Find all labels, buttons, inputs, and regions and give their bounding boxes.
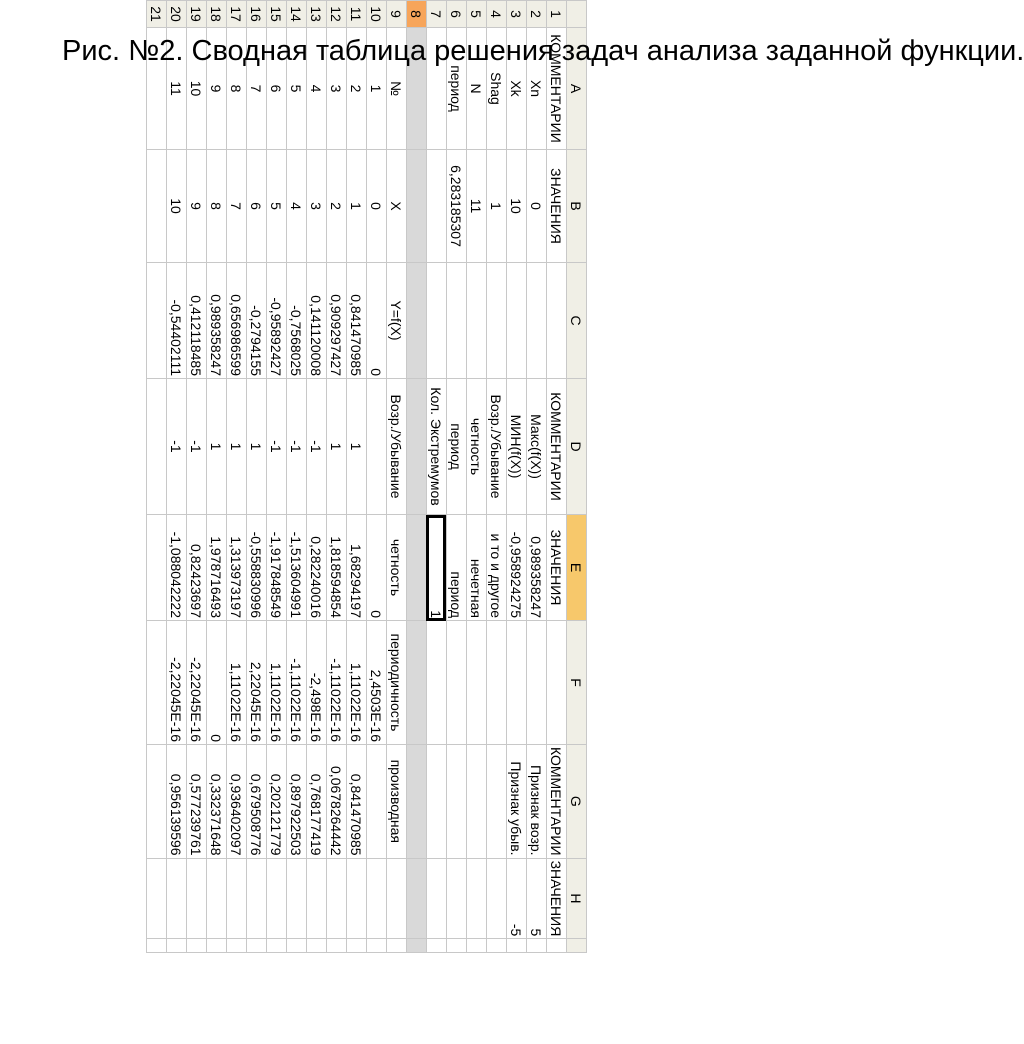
row-header-11[interactable]: 11 xyxy=(347,1,367,28)
cell-blank[interactable] xyxy=(507,939,527,953)
cell-g20[interactable]: 0,956139596 xyxy=(167,745,187,859)
cell-f4[interactable] xyxy=(487,621,507,745)
row-header-20[interactable]: 20 xyxy=(167,1,187,28)
cell-c18[interactable]: 0,989358247 xyxy=(207,263,227,379)
cell-blank[interactable] xyxy=(227,939,247,953)
row-header-6[interactable]: 6 xyxy=(447,1,467,28)
column-header-b[interactable]: B xyxy=(567,150,587,263)
row-header-2[interactable]: 2 xyxy=(527,1,547,28)
cell-b6[interactable]: 6,283185307 xyxy=(447,150,467,263)
cell-g19[interactable]: 0,577239761 xyxy=(187,745,207,859)
cell-f18[interactable]: 0 xyxy=(207,621,227,745)
cell-a1[interactable]: КОММЕНТАРИИ xyxy=(547,28,567,150)
cell-d2[interactable]: Макс(f(X)) xyxy=(527,379,547,515)
cell-h1[interactable]: ЗНАЧЕНИЯ xyxy=(547,858,567,939)
cell-e15[interactable]: -1,917848549 xyxy=(267,515,287,621)
cell-f17[interactable]: 1,11022E-16 xyxy=(227,621,247,745)
cell-e19[interactable]: 0,82423697 xyxy=(187,515,207,621)
cell-c11[interactable]: 0,841470985 xyxy=(347,263,367,379)
cell-b5[interactable]: 11 xyxy=(467,150,487,263)
cell-e3[interactable]: -0,958924275 xyxy=(507,515,527,621)
cell-d19[interactable]: -1 xyxy=(187,379,207,515)
cell-d7[interactable]: Кол. Экстремумов xyxy=(427,379,447,515)
cell-d9[interactable]: Возр./Убывание xyxy=(387,379,407,515)
cell-c21[interactable] xyxy=(147,263,167,379)
figure-caption: Рис. №2. Сводная таблица решения задач анализа заданной функции. xyxy=(62,35,1024,67)
cell-h7[interactable] xyxy=(427,858,447,939)
row-header-9[interactable]: 9 xyxy=(387,1,407,28)
cell-h16[interactable] xyxy=(247,858,267,939)
cell-b15[interactable]: 5 xyxy=(267,150,287,263)
table-row xyxy=(547,1,567,953)
row-header-16[interactable]: 16 xyxy=(247,1,267,28)
cell-blank[interactable] xyxy=(487,939,507,953)
cell-d12[interactable]: 1 xyxy=(327,379,347,515)
cell-b18[interactable]: 8 xyxy=(207,150,227,263)
cell-d11[interactable]: 1 xyxy=(347,379,367,515)
cell-a16[interactable]: 7 xyxy=(247,28,267,150)
cell-c6[interactable] xyxy=(447,263,467,379)
cell-f10[interactable]: 2,4503E-16 xyxy=(367,621,387,745)
cell-g7[interactable] xyxy=(427,745,447,859)
cell-b11[interactable]: 1 xyxy=(347,150,367,263)
cell-c9[interactable]: Y=f(X) xyxy=(387,263,407,379)
cell-f19[interactable]: -2,22045E-16 xyxy=(187,621,207,745)
row-header-19[interactable]: 19 xyxy=(187,1,207,28)
cell-e13[interactable]: 0,282240016 xyxy=(307,515,327,621)
cell-a9[interactable]: № xyxy=(387,28,407,150)
cell-e8[interactable] xyxy=(407,515,427,621)
cell-g4[interactable] xyxy=(487,745,507,859)
cell-f6[interactable] xyxy=(447,621,467,745)
table-row xyxy=(387,1,407,953)
cell-g3[interactable]: Признак убыв. xyxy=(507,745,527,859)
cell-b2[interactable]: 0 xyxy=(527,150,547,263)
cell-c2[interactable] xyxy=(527,263,547,379)
table-row xyxy=(247,1,267,953)
cell-d3[interactable]: МИН(f(X)) xyxy=(507,379,527,515)
column-header-d[interactable]: D xyxy=(567,379,587,515)
cell-h12[interactable] xyxy=(327,858,347,939)
cell-a11[interactable]: 2 xyxy=(347,28,367,150)
cell-g17[interactable]: 0,936402097 xyxy=(227,745,247,859)
cell-d15[interactable]: -1 xyxy=(267,379,287,515)
cell-g13[interactable]: 0,768177419 xyxy=(307,745,327,859)
cell-e7[interactable]: 1 xyxy=(427,515,447,621)
cell-c16[interactable]: -0,2794155 xyxy=(247,263,267,379)
cell-c8[interactable] xyxy=(407,263,427,379)
table-row xyxy=(527,1,547,953)
cell-f21[interactable] xyxy=(147,621,167,745)
cell-a19[interactable]: 10 xyxy=(187,28,207,150)
cell-e18[interactable]: 1,978716493 xyxy=(207,515,227,621)
cell-b20[interactable]: 10 xyxy=(167,150,187,263)
cell-f2[interactable] xyxy=(527,621,547,745)
cell-d14[interactable]: -1 xyxy=(287,379,307,515)
cell-blank[interactable] xyxy=(287,939,307,953)
cell-g2[interactable]: Признак возр. xyxy=(527,745,547,859)
cell-c7[interactable] xyxy=(427,263,447,379)
cell-d18[interactable]: 1 xyxy=(207,379,227,515)
cell-a2[interactable]: Xn xyxy=(527,28,547,150)
cell-b1[interactable]: ЗНАЧЕНИЯ xyxy=(547,150,567,263)
cell-e6[interactable]: период xyxy=(447,515,467,621)
table-row xyxy=(487,1,507,953)
cell-g10[interactable] xyxy=(367,745,387,859)
cell-c13[interactable]: 0,141120008 xyxy=(307,263,327,379)
cell-blank[interactable] xyxy=(447,939,467,953)
cell-blank[interactable] xyxy=(327,939,347,953)
cell-b3[interactable]: 10 xyxy=(507,150,527,263)
row-header-7[interactable]: 7 xyxy=(427,1,447,28)
cell-blank[interactable] xyxy=(387,939,407,953)
table-row xyxy=(507,1,527,953)
cell-blank[interactable] xyxy=(267,939,287,953)
cell-f11[interactable]: 1,11022E-16 xyxy=(347,621,367,745)
cell-d8[interactable] xyxy=(407,379,427,515)
row-header-13[interactable]: 13 xyxy=(307,1,327,28)
cell-a12[interactable]: 3 xyxy=(327,28,347,150)
column-header-h[interactable]: H xyxy=(567,858,587,939)
cell-g11[interactable]: 0,841470985 xyxy=(347,745,367,859)
cell-b7[interactable] xyxy=(427,150,447,263)
cell-e4[interactable]: и то и другое xyxy=(487,515,507,621)
cell-blank[interactable] xyxy=(407,939,427,953)
table-row xyxy=(167,1,187,953)
select-all-corner[interactable] xyxy=(567,1,587,28)
row-header-12[interactable]: 12 xyxy=(327,1,347,28)
row-header-5[interactable]: 5 xyxy=(467,1,487,28)
cell-e11[interactable]: 1,68294197 xyxy=(347,515,367,621)
column-header-blank[interactable] xyxy=(567,939,587,953)
column-header-a[interactable]: A xyxy=(567,28,587,150)
cell-f8[interactable] xyxy=(407,621,427,745)
cell-d20[interactable]: -1 xyxy=(167,379,187,515)
cell-h5[interactable] xyxy=(467,858,487,939)
column-header-g[interactable]: G xyxy=(567,745,587,859)
cell-blank[interactable] xyxy=(547,939,567,953)
cell-f9[interactable]: периодичность xyxy=(387,621,407,745)
cell-d21[interactable] xyxy=(147,379,167,515)
cell-f5[interactable] xyxy=(467,621,487,745)
spreadsheet-grid xyxy=(146,0,587,953)
cell-blank[interactable] xyxy=(187,939,207,953)
cell-e21[interactable] xyxy=(147,515,167,621)
cell-a6[interactable]: период xyxy=(447,28,467,150)
cell-e9[interactable]: четность xyxy=(387,515,407,621)
cell-f12[interactable]: -1,11022E-16 xyxy=(327,621,347,745)
row-header-4[interactable]: 4 xyxy=(487,1,507,28)
cell-d16[interactable]: 1 xyxy=(247,379,267,515)
cell-f15[interactable]: 1,11022E-16 xyxy=(267,621,287,745)
cell-blank[interactable] xyxy=(347,939,367,953)
row-header-21[interactable]: 21 xyxy=(147,1,167,28)
table-row xyxy=(227,1,247,953)
cell-blank[interactable] xyxy=(367,939,387,953)
cell-f3[interactable] xyxy=(507,621,527,745)
cell-h17[interactable] xyxy=(227,858,247,939)
table-row xyxy=(187,1,207,953)
cell-g12[interactable]: 0,0678264442 xyxy=(327,745,347,859)
cell-blank[interactable] xyxy=(247,939,267,953)
cell-g18[interactable]: 0,332371648 xyxy=(207,745,227,859)
cell-g16[interactable]: 0,679508776 xyxy=(247,745,267,859)
cell-d10[interactable] xyxy=(367,379,387,515)
cell-blank[interactable] xyxy=(307,939,327,953)
cell-a20[interactable]: 11 xyxy=(167,28,187,150)
table-row xyxy=(267,1,287,953)
cell-a15[interactable]: 6 xyxy=(267,28,287,150)
cell-blank[interactable] xyxy=(207,939,227,953)
cell-a14[interactable]: 5 xyxy=(287,28,307,150)
table-row xyxy=(327,1,347,953)
cell-d6[interactable]: период xyxy=(447,379,467,515)
cell-h10[interactable] xyxy=(367,858,387,939)
table-row xyxy=(427,1,447,953)
cell-b17[interactable]: 7 xyxy=(227,150,247,263)
cell-f14[interactable]: -1,11022E-16 xyxy=(287,621,307,745)
table-row xyxy=(147,1,167,953)
cell-h21[interactable] xyxy=(147,858,167,939)
cell-e16[interactable]: -0,558830996 xyxy=(247,515,267,621)
cell-c12[interactable]: 0,909297427 xyxy=(327,263,347,379)
cell-e12[interactable]: 1,818594854 xyxy=(327,515,347,621)
cell-d4[interactable]: Возр./Убывание xyxy=(487,379,507,515)
cell-g21[interactable] xyxy=(147,745,167,859)
table-row xyxy=(407,1,427,953)
cell-g9[interactable]: производная xyxy=(387,745,407,859)
column-header-e[interactable]: E xyxy=(567,515,587,621)
cell-b14[interactable]: 4 xyxy=(287,150,307,263)
table-row xyxy=(467,1,487,953)
cell-c10[interactable]: 0 xyxy=(367,263,387,379)
row-header-14[interactable]: 14 xyxy=(287,1,307,28)
row-header-17[interactable]: 17 xyxy=(227,1,247,28)
cell-b10[interactable]: 0 xyxy=(367,150,387,263)
cell-f13[interactable]: -2,498E-16 xyxy=(307,621,327,745)
row-header-15[interactable]: 15 xyxy=(267,1,287,28)
cell-h9[interactable] xyxy=(387,858,407,939)
cell-h6[interactable] xyxy=(447,858,467,939)
cell-e2[interactable]: 0,989358247 xyxy=(527,515,547,621)
cell-blank[interactable] xyxy=(527,939,547,953)
cell-a18[interactable]: 9 xyxy=(207,28,227,150)
cell-blank[interactable] xyxy=(467,939,487,953)
cell-g5[interactable] xyxy=(467,745,487,859)
cell-e20[interactable]: -1,088042222 xyxy=(167,515,187,621)
cell-e17[interactable]: 1,313973197 xyxy=(227,515,247,621)
cell-b4[interactable]: 1 xyxy=(487,150,507,263)
cell-g6[interactable] xyxy=(447,745,467,859)
cell-a4[interactable]: Shag xyxy=(487,28,507,150)
cell-d13[interactable]: -1 xyxy=(307,379,327,515)
cell-g1[interactable]: КОММЕНТАРИИ xyxy=(547,745,567,859)
cell-h20[interactable] xyxy=(167,858,187,939)
cell-c4[interactable] xyxy=(487,263,507,379)
row-header-18[interactable]: 18 xyxy=(207,1,227,28)
cell-b9[interactable]: X xyxy=(387,150,407,263)
row-header-8[interactable]: 8 xyxy=(407,1,427,28)
cell-blank[interactable] xyxy=(147,939,167,953)
cell-f20[interactable]: -2,22045E-16 xyxy=(167,621,187,745)
cell-e1[interactable]: ЗНАЧЕНИЯ xyxy=(547,515,567,621)
cell-b19[interactable]: 9 xyxy=(187,150,207,263)
cell-c1[interactable] xyxy=(547,263,567,379)
cell-e5[interactable]: нечетная xyxy=(467,515,487,621)
table-row xyxy=(447,1,467,953)
row-header-3[interactable]: 3 xyxy=(507,1,527,28)
cell-a3[interactable]: Xk xyxy=(507,28,527,150)
column-header-row xyxy=(567,1,587,953)
cell-d1[interactable]: КОММЕНТАРИИ xyxy=(547,379,567,515)
cell-h8[interactable] xyxy=(407,858,427,939)
cell-c20[interactable]: -0,54402111 xyxy=(167,263,187,379)
cell-a17[interactable]: 8 xyxy=(227,28,247,150)
cell-d17[interactable]: 1 xyxy=(227,379,247,515)
table-row xyxy=(307,1,327,953)
cell-f7[interactable] xyxy=(427,621,447,745)
cell-h4[interactable] xyxy=(487,858,507,939)
table-row xyxy=(287,1,307,953)
cell-h18[interactable] xyxy=(207,858,227,939)
cell-g14[interactable]: 0,897922503 xyxy=(287,745,307,859)
cell-b16[interactable]: 6 xyxy=(247,150,267,263)
row-header-10[interactable]: 10 xyxy=(367,1,387,28)
table-row xyxy=(367,1,387,953)
cell-h3[interactable]: -5 xyxy=(507,858,527,939)
cell-a13[interactable]: 4 xyxy=(307,28,327,150)
table-row xyxy=(207,1,227,953)
cell-b21[interactable] xyxy=(147,150,167,263)
cell-blank[interactable] xyxy=(427,939,447,953)
column-header-f[interactable]: F xyxy=(567,621,587,745)
cell-b13[interactable]: 3 xyxy=(307,150,327,263)
cell-c19[interactable]: 0,412118485 xyxy=(187,263,207,379)
cell-h2[interactable]: 5 xyxy=(527,858,547,939)
cell-g8[interactable] xyxy=(407,745,427,859)
cell-f1[interactable] xyxy=(547,621,567,745)
cell-c15[interactable]: -0,95892427 xyxy=(267,263,287,379)
cell-f16[interactable]: 2,22045E-16 xyxy=(247,621,267,745)
cell-d5[interactable]: четность xyxy=(467,379,487,515)
cell-a5[interactable]: N xyxy=(467,28,487,150)
cell-c17[interactable]: 0,656986599 xyxy=(227,263,247,379)
cell-e10[interactable]: 0 xyxy=(367,515,387,621)
cell-h19[interactable] xyxy=(187,858,207,939)
cell-c5[interactable] xyxy=(467,263,487,379)
column-header-c[interactable]: C xyxy=(567,263,587,379)
cell-e14[interactable]: -1,513604991 xyxy=(287,515,307,621)
cell-c14[interactable]: -0,7568025 xyxy=(287,263,307,379)
cell-h11[interactable] xyxy=(347,858,367,939)
cell-b8[interactable] xyxy=(407,150,427,263)
table-row xyxy=(347,1,367,953)
row-header-1[interactable]: 1 xyxy=(547,1,567,28)
cell-h15[interactable] xyxy=(267,858,287,939)
cell-blank[interactable] xyxy=(167,939,187,953)
cell-c3[interactable] xyxy=(507,263,527,379)
cell-h13[interactable] xyxy=(307,858,327,939)
cell-h14[interactable] xyxy=(287,858,307,939)
cell-a10[interactable]: 1 xyxy=(367,28,387,150)
cell-b12[interactable]: 2 xyxy=(327,150,347,263)
cell-g15[interactable]: 0,202121779 xyxy=(267,745,287,859)
